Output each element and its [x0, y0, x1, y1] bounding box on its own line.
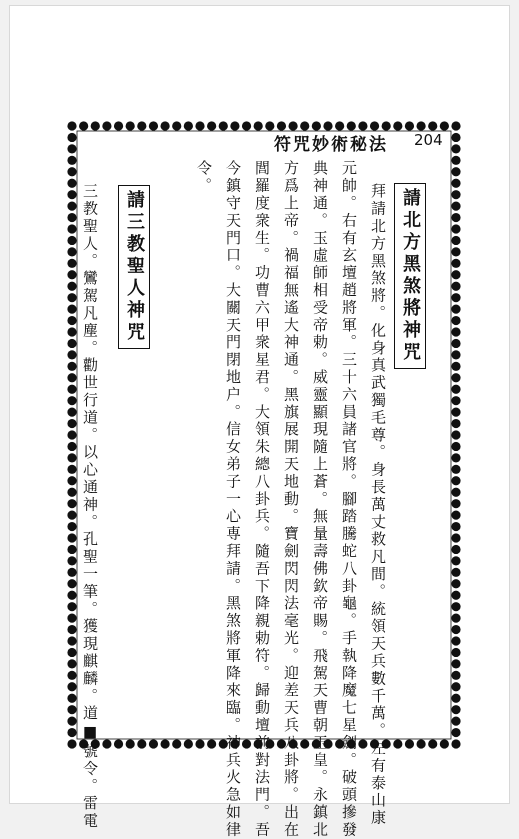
- border-dot: [67, 476, 76, 485]
- border-dot: [451, 144, 460, 153]
- border-dot: [67, 499, 76, 508]
- border-dot: [300, 739, 309, 748]
- border-dot: [219, 121, 228, 130]
- border-dot: [67, 602, 76, 611]
- border-dot: [207, 121, 216, 130]
- border-dot: [67, 556, 76, 565]
- border-dot: [67, 522, 76, 531]
- border-dot: [416, 121, 425, 130]
- section-heading-three-teachings: 請三教聖人神咒: [118, 185, 150, 349]
- border-dot: [451, 282, 460, 291]
- text-column: 三教聖人。鸞駕凡塵。勸世行道。以心通神。孔聖一筆。獲現麒麟。道■號令。雷電: [81, 183, 99, 830]
- border-dot: [67, 316, 76, 325]
- border-dot: [114, 739, 123, 748]
- border-dot: [451, 430, 460, 439]
- border-dot: [277, 121, 286, 130]
- border-dot: [451, 545, 460, 554]
- border-dot: [451, 614, 460, 623]
- border-dot: [67, 305, 76, 314]
- border-dot: [451, 396, 460, 405]
- border-dot: [67, 327, 76, 336]
- border-dot: [230, 121, 239, 130]
- border-dot: [451, 339, 460, 348]
- running-header-title: 符咒妙術秘法: [274, 135, 388, 155]
- border-dot: [254, 121, 263, 130]
- border-dot: [79, 121, 88, 130]
- border-dot: [451, 190, 460, 199]
- border-dot: [67, 659, 76, 668]
- border-dot: [67, 179, 76, 188]
- border-dot: [67, 465, 76, 474]
- border-dot: [451, 682, 460, 691]
- border-dot: [300, 121, 309, 130]
- border-dot: [288, 121, 297, 130]
- border-dot: [114, 121, 123, 130]
- border-dot: [451, 648, 460, 657]
- border-dot: [67, 247, 76, 256]
- border-dot: [451, 385, 460, 394]
- border-dot: [184, 739, 193, 748]
- border-dot: [67, 453, 76, 462]
- border-dot: [451, 316, 460, 325]
- border-dot: [451, 694, 460, 703]
- border-dot: [67, 614, 76, 623]
- border-dot: [451, 476, 460, 485]
- border-dot: [67, 625, 76, 634]
- border-dot: [207, 739, 216, 748]
- border-dot: [265, 121, 274, 130]
- border-dot: [195, 121, 204, 130]
- border-dot: [67, 717, 76, 726]
- border-dot: [67, 545, 76, 554]
- border-dot: [67, 648, 76, 657]
- text-column: 典神通。玉虛師相受帝勅。威靈顯現隨上蒼。無量壽佛欽帝賜。飛駕天曹朝玉皇。永鎮北: [311, 160, 329, 839]
- text-column: 元帥。右有玄壇趙將軍。三十六員諸官將。腳踏騰蛇八卦龜。手執降魔七星劍。破頭摻發: [340, 160, 358, 839]
- border-dot: [440, 121, 449, 130]
- border-dot: [67, 293, 76, 302]
- border-dot: [382, 121, 391, 130]
- border-dot: [428, 739, 437, 748]
- border-dot: [126, 121, 135, 130]
- border-dot: [67, 339, 76, 348]
- border-dot: [67, 636, 76, 645]
- border-dot: [91, 121, 100, 130]
- border-dot: [451, 179, 460, 188]
- page-number: 204: [414, 131, 443, 149]
- border-dot: [67, 442, 76, 451]
- border-dot: [67, 121, 76, 130]
- border-dot: [67, 419, 76, 428]
- border-dot: [149, 121, 158, 130]
- border-dot: [451, 579, 460, 588]
- border-dot: [451, 224, 460, 233]
- text-column: 今鎮守天門口。大關天門閉地户。信女弟子一心専拜請。黑煞將軍降來臨。神兵火急如律: [224, 160, 242, 839]
- border-dot: [451, 511, 460, 520]
- border-dot: [451, 625, 460, 634]
- border-dot: [451, 499, 460, 508]
- border-dot: [102, 739, 111, 748]
- border-dot: [451, 167, 460, 176]
- border-dot: [67, 270, 76, 279]
- text-column: 拜請北方黑煞將。化身真武獨毛尊。身長萬丈救凡間。統領天兵數千萬。左有泰山康: [369, 183, 387, 827]
- border-dot: [451, 213, 460, 222]
- border-dot: [67, 682, 76, 691]
- border-dot: [451, 453, 460, 462]
- border-dot: [451, 522, 460, 531]
- border-dot: [67, 533, 76, 542]
- border-dot: [335, 121, 344, 130]
- border-dot: [393, 121, 402, 130]
- border-dot: [184, 121, 193, 130]
- border-dot: [451, 247, 460, 256]
- border-dot: [67, 156, 76, 165]
- border-dot: [67, 408, 76, 417]
- border-dot: [67, 739, 76, 748]
- border-dot: [67, 190, 76, 199]
- border-dot: [172, 121, 181, 130]
- border-dot: [451, 659, 460, 668]
- border-dot: [451, 728, 460, 737]
- border-dot: [172, 739, 181, 748]
- border-dot: [67, 144, 76, 153]
- border-dot: [67, 385, 76, 394]
- border-dot: [451, 717, 460, 726]
- border-dot: [358, 121, 367, 130]
- border-dot: [451, 533, 460, 542]
- border-dot: [67, 511, 76, 520]
- border-dot: [428, 121, 437, 130]
- border-dot: [451, 270, 460, 279]
- border-dot: [195, 739, 204, 748]
- border-dot: [451, 305, 460, 314]
- border-dot: [416, 739, 425, 748]
- border-dot: [370, 121, 379, 130]
- border-dot: [451, 133, 460, 142]
- border-dot: [137, 121, 146, 130]
- border-dot: [451, 488, 460, 497]
- border-dot: [67, 259, 76, 268]
- border-dot: [67, 213, 76, 222]
- border-dot: [149, 739, 158, 748]
- border-dot: [451, 373, 460, 382]
- border-dot: [160, 121, 169, 130]
- border-dot: [451, 739, 460, 748]
- border-dot: [67, 671, 76, 680]
- border-dot: [67, 591, 76, 600]
- border-dot: [242, 121, 251, 130]
- border-dot: [347, 121, 356, 130]
- border-dot: [67, 430, 76, 439]
- border-dot: [451, 202, 460, 211]
- border-dot: [323, 121, 332, 130]
- border-dot: [67, 694, 76, 703]
- border-dot: [67, 396, 76, 405]
- border-dot: [451, 350, 460, 359]
- border-dot: [102, 121, 111, 130]
- border-dot: [160, 739, 169, 748]
- border-dot: [451, 236, 460, 245]
- border-dot: [67, 568, 76, 577]
- border-dot: [451, 636, 460, 645]
- border-dot: [451, 705, 460, 714]
- border-dot: [67, 167, 76, 176]
- border-dot: [312, 121, 321, 130]
- border-dot: [451, 591, 460, 600]
- border-dot: [451, 671, 460, 680]
- border-dot: [451, 293, 460, 302]
- border-dot: [451, 602, 460, 611]
- border-dot: [451, 408, 460, 417]
- border-dot: [451, 327, 460, 336]
- border-dot: [451, 259, 460, 268]
- border-dot: [126, 739, 135, 748]
- border-dot: [67, 488, 76, 497]
- border-dot: [67, 362, 76, 371]
- border-dot: [451, 465, 460, 474]
- border-dot: [67, 705, 76, 714]
- border-dot: [67, 373, 76, 382]
- border-dot: [67, 133, 76, 142]
- border-dot: [67, 728, 76, 737]
- border-dot: [451, 419, 460, 428]
- border-dot: [358, 739, 367, 748]
- text-column: 方爲上帝。禍福無遙大神通。黑旗展開天地動。寶劍閃閃法毫光。迎差天兵八卦將。出在: [282, 160, 300, 839]
- border-dot: [67, 202, 76, 211]
- border-dot: [451, 568, 460, 577]
- border-dot: [451, 156, 460, 165]
- border-dot: [67, 579, 76, 588]
- text-column: 令。: [195, 160, 213, 195]
- border-dot: [242, 739, 251, 748]
- border-dot: [405, 121, 414, 130]
- border-dot: [393, 739, 402, 748]
- border-dot: [67, 224, 76, 233]
- border-dot: [405, 739, 414, 748]
- border-dot: [451, 121, 460, 130]
- border-dot: [440, 739, 449, 748]
- border-dot: [451, 556, 460, 565]
- border-dot: [67, 350, 76, 359]
- border-dot: [137, 739, 146, 748]
- border-dot: [67, 282, 76, 291]
- border-dot: [67, 236, 76, 245]
- border-dot: [451, 442, 460, 451]
- section-heading-north: 請北方黑煞將神咒: [394, 183, 426, 369]
- border-dot: [451, 362, 460, 371]
- text-column: 閭羅度衆生。功曹六甲衆星君。大領朱總八卦兵。隨吾下降親勅符。歸動壇前對法門。吾: [253, 160, 271, 839]
